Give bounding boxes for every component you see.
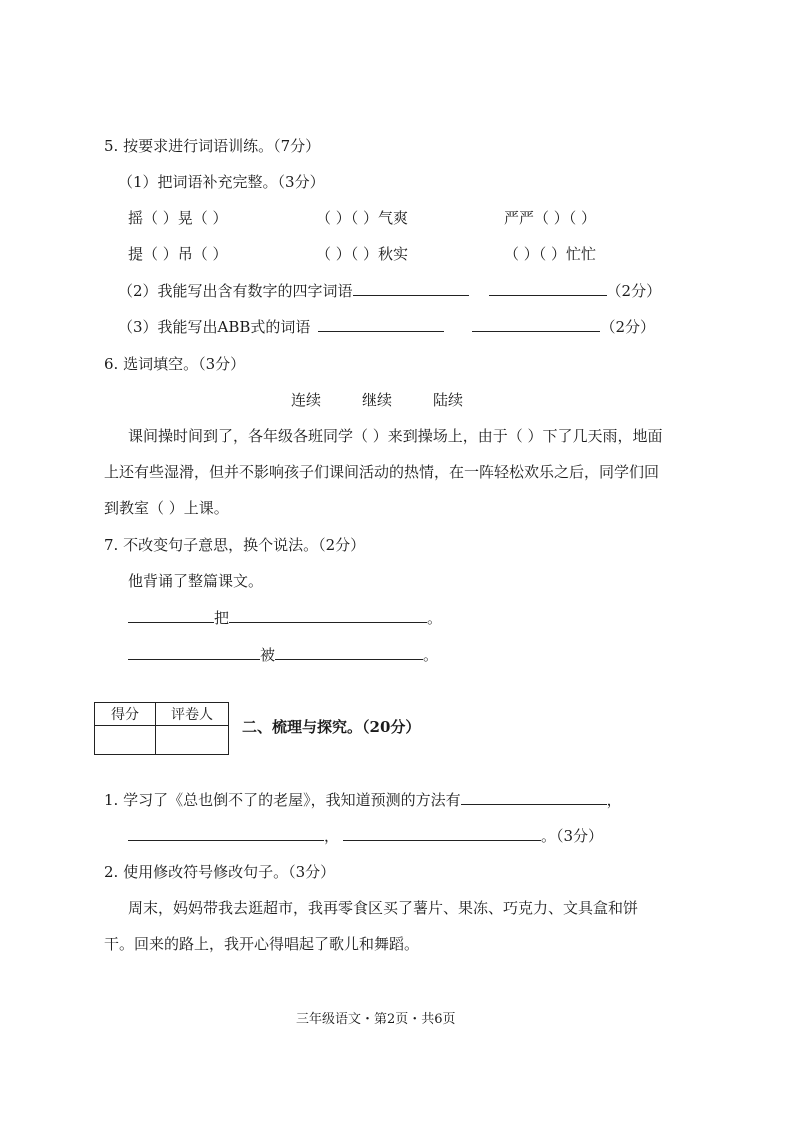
s2q1-end: 。（3分） [541, 827, 604, 845]
q5-row2-item2: （ ）（ ）秋实 [316, 245, 409, 263]
q5-sub3 [118, 317, 655, 337]
s2q1-blank-3[interactable] [343, 826, 541, 841]
section2-title: 二、梳理与探究。（20分） [242, 718, 421, 736]
s2q1-sep: ， [324, 827, 340, 845]
q7-title: 7. 不改变句子意思，换个说法。（2分） [104, 536, 366, 554]
q7-bei-line [128, 645, 438, 665]
q7-bei-blank-2[interactable] [275, 645, 423, 660]
q7-sentence: 他背诵了整篇课文。 [128, 572, 264, 590]
q6-passage: 课间操时间到了，各年级各班同学（ ）来到操场上，由于（ ）下了几天雨，地面上还有些湿滑，但并不影响孩子们课间活动的热情，在一阵轻松欢乐之后，同学们回到教室（ ）上课。 [104, 427, 663, 517]
q6-word-3: 陆续 [433, 391, 464, 409]
score-cell[interactable] [95, 726, 156, 755]
q5-row1-item2: （ ）（ ）气爽 [316, 209, 409, 227]
s2q2-passage: 周末，妈妈带我去逛超市，我再零食区买了薯片、果冻、巧克力、文具盒和饼干。回来的路上，我开心得唱起了歌儿和舞蹈。 [104, 899, 639, 953]
q7-bei-blank-1[interactable] [128, 645, 260, 660]
s2q1-line1 [104, 790, 622, 810]
q5-sub2-text: （2）我能写出含有数字的四字词语 [118, 282, 353, 300]
grader-header: 评卷人 [156, 703, 229, 726]
score-header: 得分 [95, 703, 156, 726]
q6-word-1: 连续 [291, 391, 322, 409]
q5-sub1: （1）把词语补充完整。（3分） [118, 173, 325, 191]
q5-sub2-blank-1[interactable] [353, 281, 469, 296]
s2q2-title: 2. 使用修改符号修改句子。（3分） [104, 863, 336, 881]
q7-ba-end: 。 [427, 609, 443, 627]
q7-ba-blank-1[interactable] [128, 608, 214, 623]
q5-row2-item1: 提（ ）吊（ ） [128, 245, 228, 263]
q5-sub2-blank-2[interactable] [489, 281, 607, 296]
grader-cell[interactable] [156, 726, 229, 755]
q5-row1-item3: 严严（ ）（ ） [504, 209, 597, 227]
q6-title: 6. 选词填空。（3分） [104, 355, 246, 373]
s2q1-comma: ， [606, 791, 622, 809]
q7-bei-word: 被 [260, 646, 276, 664]
q7-ba-word: 把 [214, 609, 230, 627]
q5-row2-item3: （ ）（ ）忙忙 [504, 245, 597, 263]
s2q1-text: 1. 学习了《总也倒不了的老屋》，我知道预测的方法有 [104, 791, 461, 809]
q5-sub3-blank-2[interactable] [472, 317, 600, 332]
q7-bei-end: 。 [423, 646, 439, 664]
q5-title: 5. 按要求进行词语训练。（7分） [104, 137, 321, 155]
q7-ba-line [128, 608, 442, 628]
q5-row1-item1: 摇（ ）晃（ ） [128, 209, 228, 227]
s2q1-blank-1[interactable] [461, 790, 607, 805]
s2q1-blank-2[interactable] [128, 826, 324, 841]
page-footer: 三年级语文・第2页・共6页 [296, 1012, 456, 1027]
q7-ba-blank-2[interactable] [229, 608, 427, 623]
q5-sub2 [118, 281, 661, 301]
q6-word-2: 继续 [362, 391, 393, 409]
q5-sub2-score: （2分） [606, 282, 662, 300]
score-table [94, 702, 229, 755]
q5-sub3-blank-1[interactable] [318, 317, 444, 332]
q5-sub3-text: （3）我能写出ABB式的词语 [118, 318, 311, 336]
s2q1-line2 [128, 826, 603, 846]
q5-sub3-score: （2分） [600, 318, 655, 336]
